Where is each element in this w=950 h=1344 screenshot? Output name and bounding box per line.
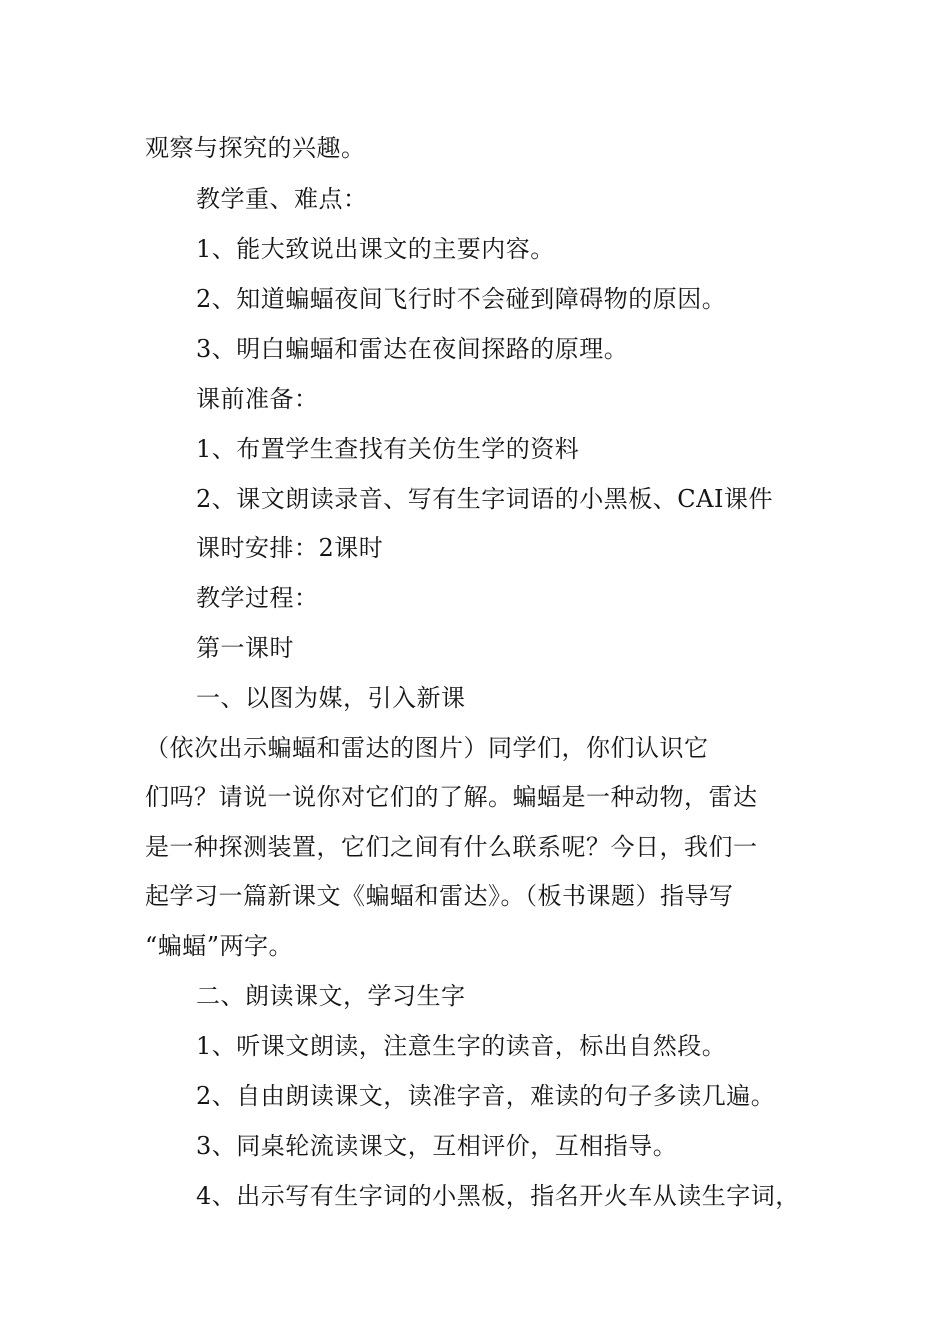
heading-process: 教学过程：	[196, 584, 319, 612]
text-line-14: 们吗？请说一说你对它们的了解。蝙蝠是一种动物，雷达	[145, 783, 758, 811]
text-line-15: 是一种探测装置，它们之间有什么联系呢？今日，我们一	[145, 833, 758, 861]
text-line-4: 2、知道蝙蝠夜间飞行时不会碰到障碍物的原因。	[196, 285, 727, 313]
text-line-1: 观察与探究的兴趣。	[145, 134, 366, 162]
text-line-9: 课时安排：2课时	[196, 534, 384, 562]
text-line-21: 3、同桌轮流读课文，互相评价，互相指导。	[196, 1132, 678, 1160]
heading-section-1: 一、以图为媒，引入新课	[196, 684, 466, 712]
text-line-16: 起学习一篇新课文《蝙蝠和雷达》。（板书课题）指导写	[145, 882, 734, 910]
heading-section-2: 二、朗读课文，学习生字	[196, 982, 466, 1010]
text-line-5: 3、明白蝙蝠和雷达在夜间探路的原理。	[196, 335, 629, 363]
heading-first-lesson: 第一课时	[196, 634, 294, 662]
text-line-3: 1、能大致说出课文的主要内容。	[196, 235, 555, 263]
heading-key-points: 教学重、难点：	[196, 185, 368, 213]
text-line-19: 1、听课文朗读，注意生字的读音，标出自然段。	[196, 1032, 727, 1060]
text-line-20: 2、自由朗读课文，读准字音，难读的句子多读几遍。	[196, 1082, 776, 1110]
text-line-7: 1、布置学生查找有关仿生学的资料	[196, 435, 580, 463]
text-line-8: 2、课文朗读录音、写有生字词语的小黑板、CAI课件	[196, 485, 773, 513]
text-line-13: （依次出示蝙蝠和雷达的图片）同学们，你们认识它	[145, 734, 709, 762]
text-line-17: “蝙蝠”两字。	[145, 932, 294, 960]
text-line-22: 4、出示写有生字词的小黑板，指名开火车从读生字词，	[196, 1182, 800, 1210]
heading-preparation: 课前准备：	[196, 385, 319, 413]
